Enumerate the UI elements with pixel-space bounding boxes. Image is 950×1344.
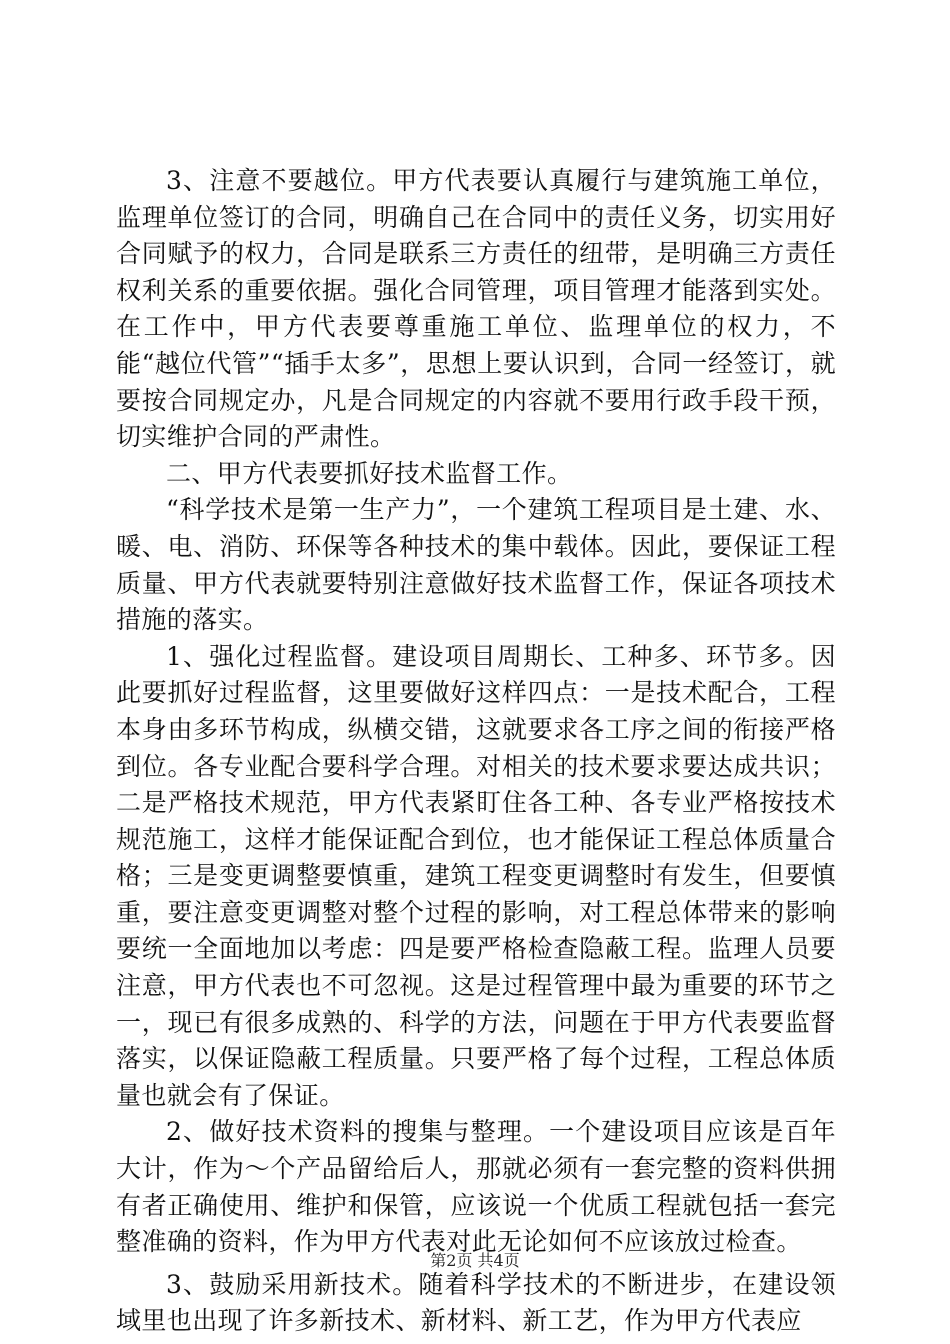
paragraph-new-technology: 3、鼓励采用新技术。随着科学技术的不断进步，在建设领域里也出现了许多新技术、新材料、新工艺，作为甲方代表应 [116,1269,836,1336]
paragraph-technical-records: 2、做好技术资料的搜集与整理。一个建设项目应该是百年大计，作为～个产品留给后人，那就必须有一套完整的资料供拥有者正确使用、维护和保管，应该说一个优质工程就包括一套完整准确的资料，作为甲方代表对此无论如何不应该放过检查。 [116,1117,836,1257]
paragraph-process-supervision: 1、强化过程监督。建设项目周期长、工种多、环节多。因此要抓好过程监督，这里要做好这样四点：一是技术配合，工程本身由多环节构成，纵横交错，这就要求各工序之间的衔接严格到位。各专业配合要科学合理。对相关的技术要求要达成共识；二是严格技术规范，甲方代表紧盯住各工种、各专业严格按技术规范施工，这样才能保证配合到位，也才能保证工程总体质量合格；三是变更调整要慎重，建筑工程变更调整时有发生，但要慎重，要注意变更调整对整个过程的影响，对工程总体带来的影响要统一全面地加以考虑：四是要严格检查隐蔽工程。监理人员要注意，甲方代表也不可忽视。这是过程管理中最为重要的环节之一，现已有很多成熟的、科学的方法，问题在于甲方代表要监督落实，以保证隐蔽工程质量。只要严格了每个过程，工程总体质量也就会有了保证。 [116,641,836,1110]
document-body [116,163,836,1340]
page-footer: 第2页 共4页 [430,1251,520,1270]
paragraph-contract-overreach: 3、注意不要越位。甲方代表要认真履行与建筑施工单位，监理单位签订的合同，明确自己在合同中的责任义务，切实用好合同赋予的权力，合同是联系三方责任的纽带，是明确三方责任权利关系的重要依据。强化合同管理，项目管理才能落到实处。在工作中，甲方代表要尊重施工单位、监理单位的权力，不能“越位代管”“插手太多”，思想上要认识到，合同一经签订，就要按合同规定办，凡是合同规定的内容就不要用行政手段干预，切实维护合同的严肃性。 [116,166,836,452]
section-heading-tech-supervision: 二、甲方代表要抓好技术监督工作。 [166,458,573,488]
paragraph-science-productivity: “科学技术是第一生产力”，一个建筑工程项目是土建、水、暖、电、消防、环保等各种技术的集中载体。因此，要保证工程质量、甲方代表就要特别注意做好技术监督工作，保证各项技术措施的落实。 [116,495,836,635]
